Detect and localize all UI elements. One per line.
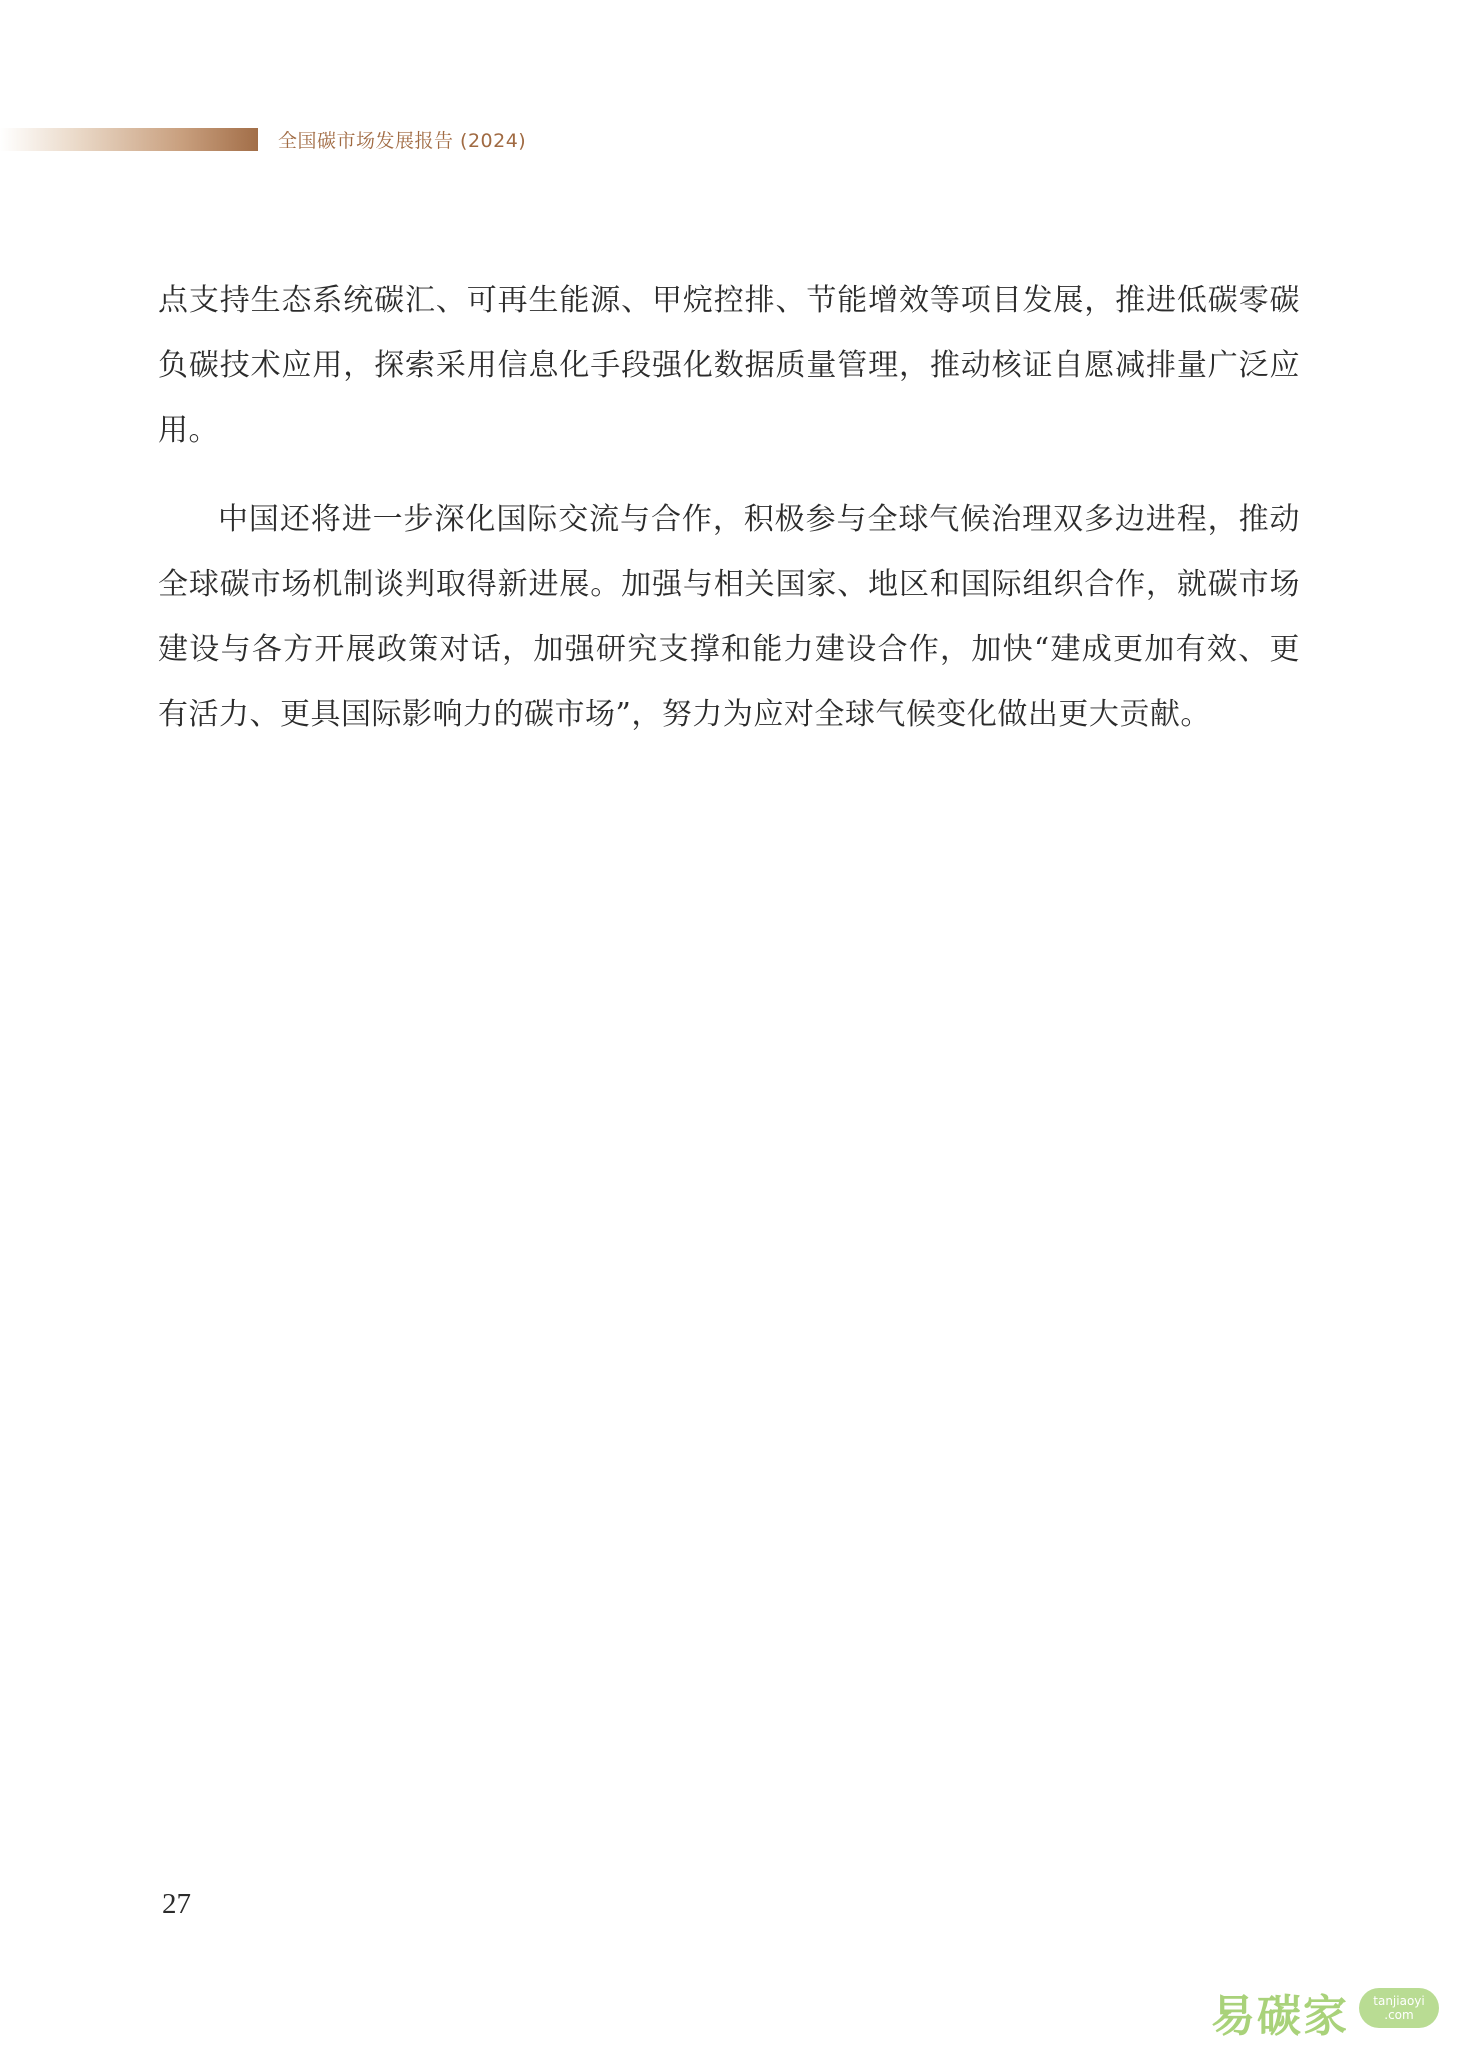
report-title-header: 全国碳市场发展报告 (2024) [278, 130, 527, 152]
watermark-domain-line2: .com [1384, 2008, 1414, 2022]
page-number: 27 [162, 1888, 191, 1920]
paragraph-1: 点支持生态系统碳汇、可再生能源、甲烷控排、节能增效等项目发展，推进低碳零碳负碳技术应用，探索采用信息化手段强化数据质量管理，推动核证自愿减排量广泛应用。 [158, 283, 1300, 448]
watermark-domain-line1: tanjiaoyi [1373, 1994, 1425, 2008]
body-text [158, 268, 1300, 747]
watermark-domain-badge [1359, 1988, 1439, 2028]
watermark-text: 易碳家 [1211, 1991, 1349, 2042]
watermark-logo [1211, 1980, 1439, 2040]
paragraph-2: 中国还将进一步深化国际交流与合作，积极参与全球气候治理双多边进程，推动全球碳市场机制谈判取得新进展。加强与相关国家、地区和国际组织合作，就碳市场建设与各方开展政策对话，加强研究支撑和能力建设合作，加快“建成更加有效、更有活力、更具国际影响力的碳市场”，努力为应对全球气候变化做出更大贡献。 [158, 502, 1300, 732]
header-accent-bar [0, 128, 258, 151]
